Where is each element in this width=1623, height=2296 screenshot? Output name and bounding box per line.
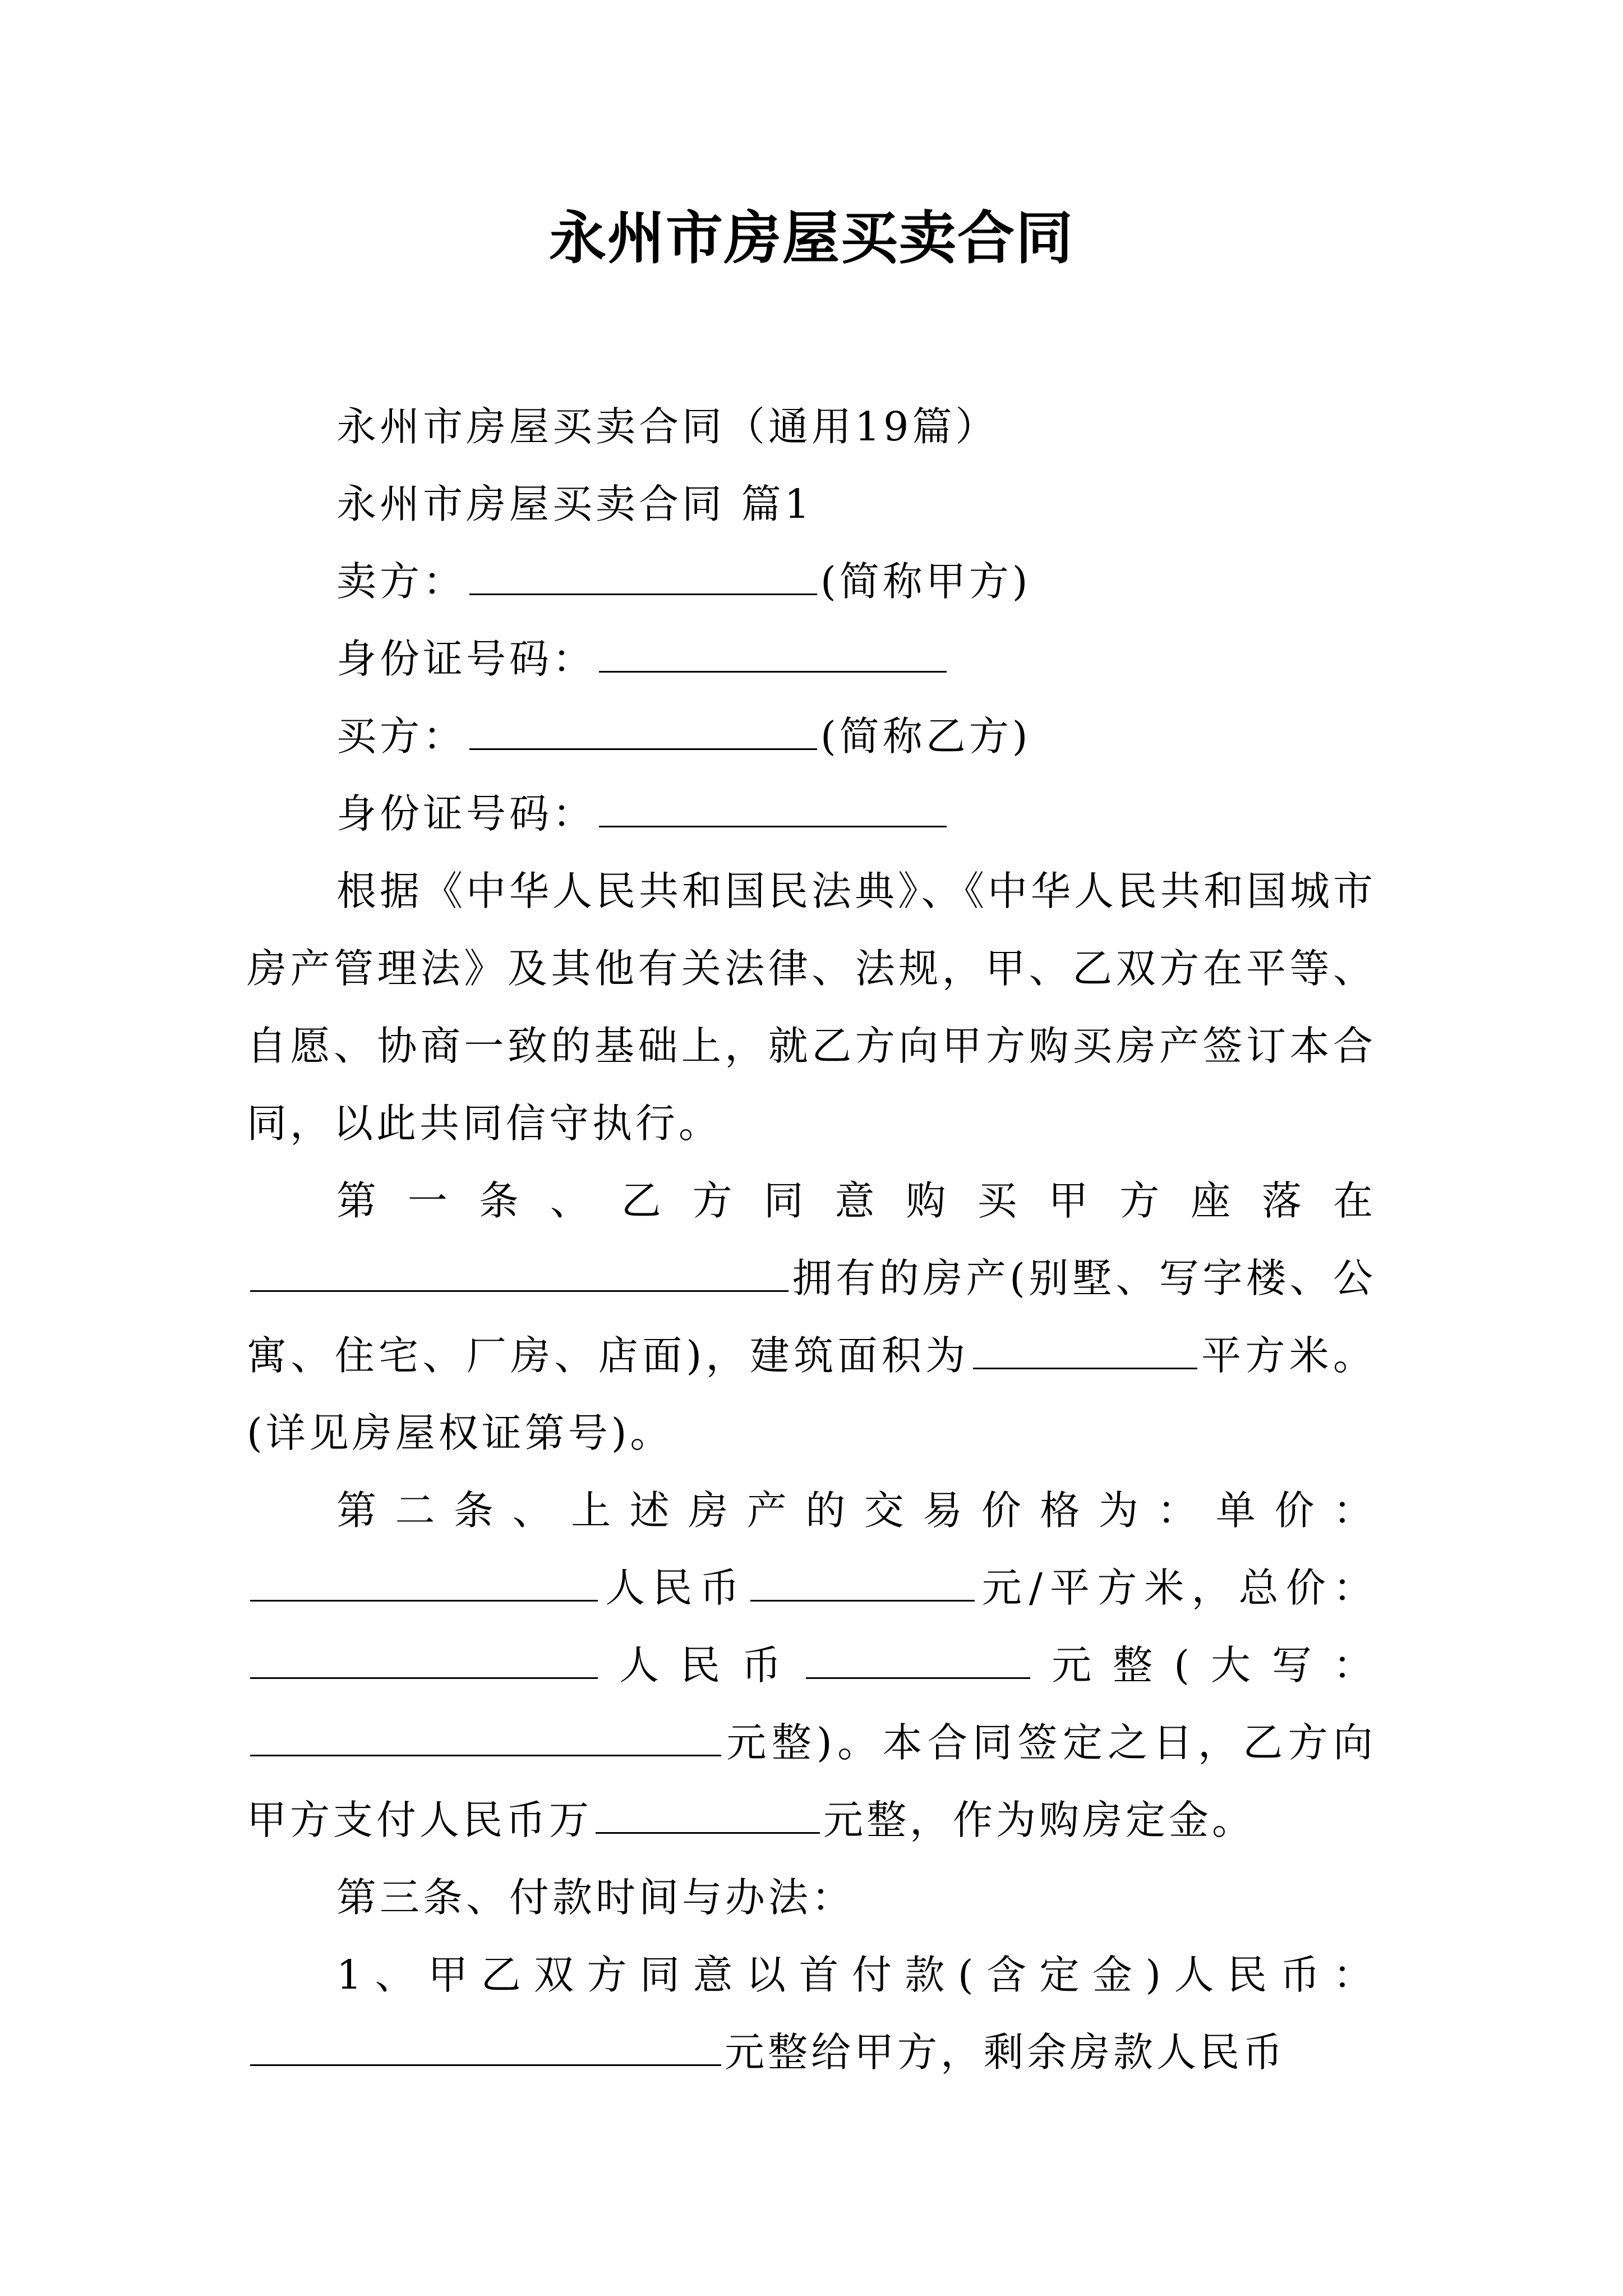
article-2-part-7: 元整，作为购房定金。 [823,1797,1256,1843]
article-1-part-2: 拥有的房产(别墅、写字楼、公寓、住宅、厂房、店面)，建筑面积为 [247,1255,1376,1379]
buyer-suffix: (简称乙方) [820,713,1031,760]
unit-price-blank [250,1560,598,1602]
total-price-rmb-blank [806,1637,1030,1679]
article-2-part-1: 第二条、上述房产的交易价格为：单价： [336,1487,1376,1534]
document-title: 永州市房屋买卖合同 [549,205,1074,272]
article-1-part-1: 第一条、乙方同意购买甲方座落在 [336,1177,1376,1224]
subtitle-text: 永州市房屋买卖合同（通用19篇） [336,403,999,450]
article-3-item-1-part-1: 1、甲乙双方同意以首付款(含定金)人民币： [336,1952,1376,1998]
seller-line [247,543,1376,620]
total-price-capital-blank [250,1715,721,1756]
buyer-id-blank [599,786,947,827]
article-3-heading-text: 第三条、付款时间与办法： [336,1874,855,1921]
article-1-paragraph [247,1162,1376,1472]
article-2-part-6: 元整)。本合同签定之日，乙方向甲方支付人民币万 [247,1719,1376,1843]
article-3-heading [247,1859,1376,1936]
article-2-part-2: 人民币 [601,1565,747,1611]
buyer-name-blank [469,708,817,750]
preamble-paragraph [247,853,1376,1162]
document-body [247,388,1376,2091]
seller-id-line [247,620,1376,698]
total-price-blank [250,1637,598,1679]
seller-label: 卖方： [336,558,467,605]
seller-suffix: (简称甲方) [820,558,1031,605]
seller-id-blank [599,631,947,673]
article-3-item-1-part-2: 元整给甲方，剩余房款人民币 [725,2029,1287,2076]
property-location-blank [250,1250,789,1292]
building-area-blank [973,1328,1197,1369]
buyer-label: 买方： [336,713,467,760]
article-2-part-5: 元整(大写： [1034,1642,1376,1688]
buyer-line [247,698,1376,775]
buyer-id-label: 身份证号码： [336,790,596,837]
down-payment-blank [250,2024,721,2066]
preamble-text: 根据《中华人民共和国民法典》、《中华人民共和国城市房产管理法》及其他有关法律、法规，甲、乙双方在平等、自愿、协商一致的基础上，就乙方向甲方购买房产签订本合同，以此共同信守执行。 [247,868,1377,1147]
unit-price-rmb-blank [750,1560,975,1602]
article-2-paragraph [247,1472,1376,1859]
article-3-item-1 [247,1936,1376,2091]
article-2-part-4: 人民币 [601,1642,803,1688]
document-subtitle [247,388,1376,466]
section-heading-text: 永州市房屋买卖合同 篇1 [336,481,813,527]
deposit-blank [596,1792,820,1834]
section-heading [247,466,1376,543]
seller-id-label: 身份证号码： [336,636,596,682]
article-2-part-3: 元/平方米，总价： [978,1565,1376,1611]
buyer-id-line [247,775,1376,853]
seller-name-blank [469,554,817,595]
article-1-part-3: 平方米。(详见房屋权证第号)。 [247,1332,1376,1456]
